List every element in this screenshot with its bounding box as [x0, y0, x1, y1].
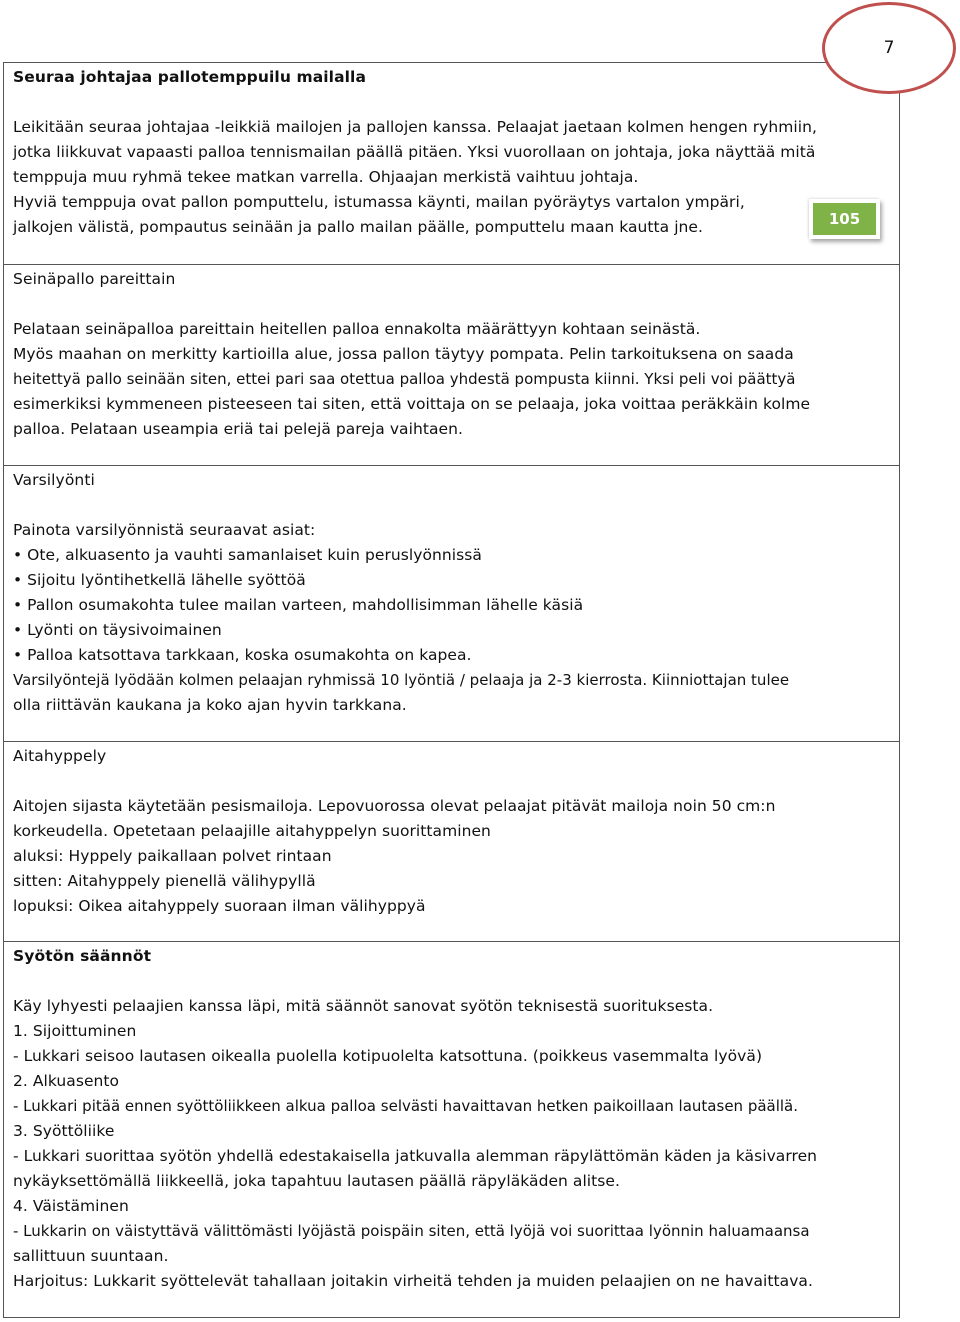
text-line: - Lukkari suorittaa syötön yhdellä edestakaisella jatkuvalla alemman räpylättömän käden ja käsivarren [13, 1147, 818, 1165]
text-line: esimerkiksi kymmeneen pisteeseen tai siten, että voittaja on se pelaaja, joka voittaa peräkkäin kolme [13, 395, 811, 413]
text-line: Pelataan seinäpalloa pareittain heitellen palloa ennakolta määrättyyn kohtaan seinästä. [13, 320, 701, 338]
text-line: Aitojen sijasta käytetään pesismailoja. Lepovuorossa olevat pelaajat pitävät mailoja noin 50 cm:n [13, 797, 776, 815]
text-line: 4. Väistäminen [13, 1197, 129, 1215]
text-line: lopuksi: Oikea aitahyppely suoraan ilman välihyppyä [13, 897, 426, 915]
text-line: Painota varsilyönnistä seuraavat asiat: [13, 521, 316, 539]
text-line: palloa. Pelataan useampia eriä tai pelejä pareja vaihtaen. [13, 420, 463, 438]
bullet-item: • Lyönti on täysivoimainen [13, 621, 222, 639]
section-follow-the-leader [4, 63, 899, 265]
bullet-item: • Palloa katsottava tarkkaan, koska osumakohta on kapea. [13, 646, 472, 664]
text-line: - Lukkari pitää ennen syöttöliikkeen alkua palloa selvästi havaittavan hetken paikoillaan lautasen päällä. [13, 1097, 799, 1115]
section-pitch-rules [4, 942, 899, 1318]
text-line: 2. Alkuasento [13, 1072, 120, 1090]
section-heading: Seinäpallo pareittain [13, 270, 176, 288]
text-line: - Lukkari seisoo lautasen oikealla puolella kotipuolelta katsottuna. (poikkeus vasemmalta lyövä) [13, 1047, 763, 1065]
text-line: olla riittävän kaukana ja koko ajan hyvin tarkkana. [13, 696, 407, 714]
page-number-circle [822, 2, 956, 94]
text-line: jotka liikkuvat vapaasti palloa tennismailan päällä pitäen. Yksi vuorollaan on johtaja, joka näyttää mitä [13, 143, 816, 161]
section-wall-ball [4, 265, 899, 466]
text-line: Myös maahan on merkitty kartioilla alue, jossa pallon täytyy pompata. Pelin tarkoituksena on saada [13, 345, 794, 363]
bullet-item: • Ote, alkuasento ja vauhti samanlaiset kuin peruslyönnissä [13, 546, 482, 564]
text-line: heitettyä pallo seinään siten, ettei pari saa otettua palloa yhdestä pompusta kiinni. Yksi peli voi päättyä [13, 370, 796, 388]
text-line: - Lukkarin on väistyttävä välittömästi lyöjästä poispäin siten, että lyöjä voi suorittaa lyönnin haluamaansa [13, 1222, 810, 1240]
section-heading: Syötön säännöt [13, 947, 152, 965]
text-line: Harjoitus: Lukkarit syöttelevät tahallaan joitakin virheitä tehden ja muiden pelaajien on ne havaittava. [13, 1272, 813, 1290]
section-heading: Seuraa johtajaa pallotemppuilu mailalla [13, 68, 367, 86]
bullet-item: • Pallon osumakohta tulee mailan varteen, mahdollisimman lähelle käsiä [13, 596, 584, 614]
text-line: Käy lyhyesti pelaajien kanssa läpi, mitä säännöt sanovat syötön teknisestä suorituksesta. [13, 997, 714, 1015]
text-line: temppuja muu ryhmä tekee matkan varrella. Ohjaajan merkistä vaihtuu johtaja. [13, 168, 639, 186]
page-number: 7 [883, 38, 895, 58]
text-line: korkeudella. Opetetaan pelaajille aitahyppelyn suorittaminen [13, 822, 491, 840]
badge-label: 105 [813, 203, 876, 235]
text-line: jalkojen välistä, pompautus seinään ja pallo mailan päälle, pomputtelu maan kautta jne. [13, 218, 703, 236]
text-line: sallittuun suuntaan. [13, 1247, 169, 1265]
section-heading: Aitahyppely [13, 747, 107, 765]
text-line: Varsilyöntejä lyödään kolmen pelaajan ryhmissä 10 lyöntiä / pelaaja ja 2-3 kierrosta. Kiinniottajan tulee [13, 671, 790, 689]
section-heading: Varsilyönti [13, 471, 95, 489]
bullet-item: • Sijoitu lyöntihetkellä lähelle syöttöä [13, 571, 306, 589]
text-line: 3. Syöttöliike [13, 1122, 115, 1140]
section-hurdle-jumping [4, 742, 899, 942]
text-line: sitten: Aitahyppely pienellä välihypyllä [13, 872, 316, 890]
exercise-number-badge [809, 199, 880, 239]
text-line: Leikitään seuraa johtajaa -leikkiä mailojen ja pallojen kanssa. Pelaajat jaetaan kolmen hengen ryhmiin, [13, 118, 817, 136]
text-line: 1. Sijoittuminen [13, 1022, 137, 1040]
text-line: Hyviä temppuja ovat pallon pomputtelu, istumassa käynti, mailan pyöräytys vartalon ympäri, [13, 193, 745, 211]
text-line: aluksi: Hyppely paikallaan polvet rintaan [13, 847, 332, 865]
document-sheet [3, 62, 900, 1318]
text-line: nykäyksettömällä liikkeellä, joka tapahtuu lautasen päällä räpyläkäden alitse. [13, 1172, 620, 1190]
section-handle-hit [4, 466, 899, 742]
